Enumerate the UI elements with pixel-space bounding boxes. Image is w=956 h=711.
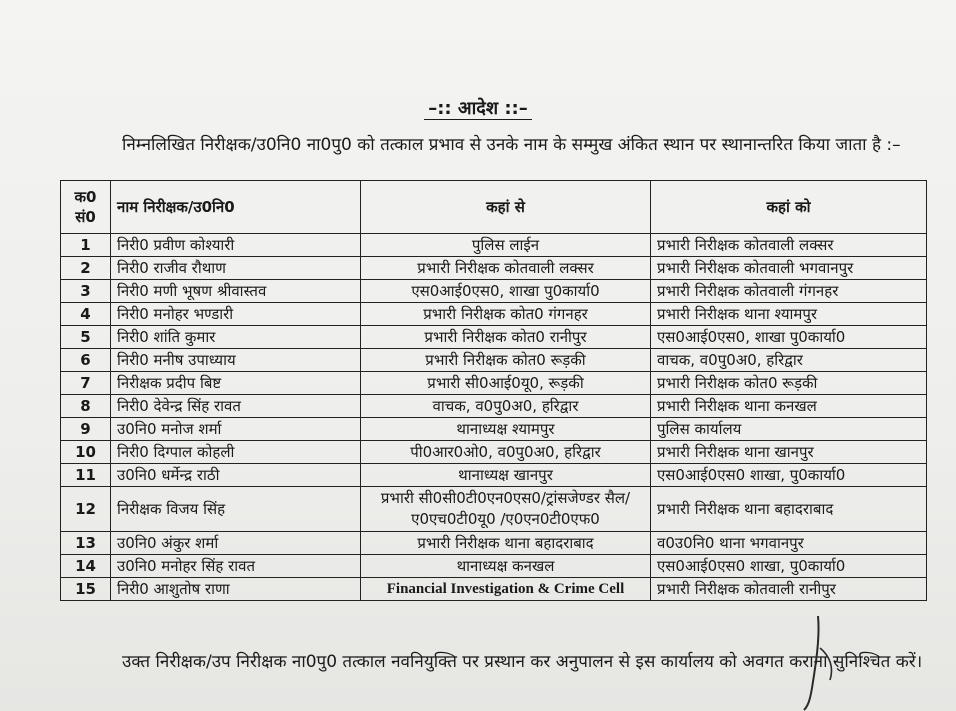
to-cell: एस0आई0एस0 शाखा, पु0कार्या0	[651, 464, 927, 487]
serial-no-cell: 13	[61, 532, 111, 555]
name-cell: उ0नि0 धर्मेन्द्र राठी	[111, 464, 361, 487]
from-cell: Financial Investigation & Crime Cell	[361, 578, 651, 601]
table-row	[61, 280, 927, 303]
from-cell: प्रभारी निरीक्षक कोत0 रूड़की	[361, 349, 651, 372]
serial-no-cell: 11	[61, 464, 111, 487]
serial-no-cell: 8	[61, 395, 111, 418]
table-row	[61, 349, 927, 372]
serial-no-cell: 3	[61, 280, 111, 303]
table-row	[61, 441, 927, 464]
signature-mark	[790, 608, 850, 711]
intro-paragraph: निम्नलिखित निरीक्षक/उ0नि0 ना0पु0 को तत्काल प्रभाव से उनके नाम के सम्मुख अंकित स्थान पर स्थानान्तरित किया जाता है :–	[122, 135, 901, 155]
from-cell: वाचक, व0पु0अ0, हरिद्वार	[361, 395, 651, 418]
table-row	[61, 555, 927, 578]
closing-paragraph: उक्त निरीक्षक/उप निरीक्षक ना0पु0 तत्काल नवनियुक्ति पर प्रस्थान कर अनुपालन से इस कार्यालय को अवगत कराना सुनिश्चित करें।	[122, 652, 923, 672]
to-cell: प्रभारी निरीक्षक थाना कनखल	[651, 395, 927, 418]
serial-no-cell: 14	[61, 555, 111, 578]
to-cell: व0उ0नि0 थाना भगवानपुर	[651, 532, 927, 555]
from-cell: पुलिस लाईन	[361, 234, 651, 257]
to-cell: प्रभारी निरीक्षक कोतवाली गंगनहर	[651, 280, 927, 303]
to-cell: एस0आई0एस0, शाखा पु0कार्या0	[651, 326, 927, 349]
name-cell: निरी0 शांति कुमार	[111, 326, 361, 349]
from-cell: थानाध्यक्ष कनखल	[361, 555, 651, 578]
name-cell: निरीक्षक विजय सिंह	[111, 487, 361, 532]
from-cell: प्रभारी सी0आई0यू0, रूड़की	[361, 372, 651, 395]
table-row	[61, 326, 927, 349]
table-row	[61, 464, 927, 487]
header-name: नाम निरीक्षक/उ0नि0	[111, 181, 361, 234]
header-from: कहां से	[361, 181, 651, 234]
serial-no-cell: 5	[61, 326, 111, 349]
serial-no-cell: 4	[61, 303, 111, 326]
name-cell: निरी0 आशुतोष राणा	[111, 578, 361, 601]
name-cell: निरी0 दिग्पाल कोहली	[111, 441, 361, 464]
to-cell: प्रभारी निरीक्षक थाना खानपुर	[651, 441, 927, 464]
table-row	[61, 487, 927, 532]
table-row	[61, 578, 927, 601]
table-row	[61, 257, 927, 280]
to-cell: प्रभारी निरीक्षक कोतवाली भगवानपुर	[651, 257, 927, 280]
table-row	[61, 372, 927, 395]
serial-no-cell: 12	[61, 487, 111, 532]
from-cell: प्रभारी निरीक्षक कोत0 रानीपुर	[361, 326, 651, 349]
from-cell: पी0आर0ओ0, व0पु0अ0, हरिद्वार	[361, 441, 651, 464]
name-cell: उ0नि0 मनोहर सिंह रावत	[111, 555, 361, 578]
from-cell: प्रभारी निरीक्षक कोत0 गंगनहर	[361, 303, 651, 326]
order-heading	[0, 96, 956, 120]
header-to: कहां को	[651, 181, 927, 234]
to-cell: प्रभारी निरीक्षक कोतवाली लक्सर	[651, 234, 927, 257]
name-cell: निरी0 देवेन्द्र सिंह रावत	[111, 395, 361, 418]
table-header-row	[61, 181, 927, 234]
table-row	[61, 418, 927, 441]
serial-no-cell: 1	[61, 234, 111, 257]
name-cell: निरीक्षक प्रदीप बिष्ट	[111, 372, 361, 395]
name-cell: निरी0 मनोहर भण्डारी	[111, 303, 361, 326]
from-cell: प्रभारी सी0सी0टी0एन0एस0/ट्रांसजेण्डर सैल/ए0एच0टी0यू0 /ए0एन0टी0एफ0	[361, 487, 651, 532]
to-cell: प्रभारी निरीक्षक थाना श्यामपुर	[651, 303, 927, 326]
to-cell: एस0आई0एस0 शाखा, पु0कार्या0	[651, 555, 927, 578]
table-row	[61, 532, 927, 555]
order-heading-text: –:: आदेश ::–	[424, 98, 532, 120]
header-serial-no: क0 सं0	[61, 181, 111, 234]
name-cell: उ0नि0 अंकुर शर्मा	[111, 532, 361, 555]
transfer-table	[60, 180, 927, 601]
table-row	[61, 395, 927, 418]
name-cell: निरी0 प्रवीण कोश्यारी	[111, 234, 361, 257]
to-cell: प्रभारी निरीक्षक कोतवाली रानीपुर	[651, 578, 927, 601]
from-cell: एस0आई0एस0, शाखा पु0कार्या0	[361, 280, 651, 303]
from-cell: प्रभारी निरीक्षक थाना बहादराबाद	[361, 532, 651, 555]
serial-no-cell: 9	[61, 418, 111, 441]
from-cell: थानाध्यक्ष खानपुर	[361, 464, 651, 487]
to-cell: पुलिस कार्यालय	[651, 418, 927, 441]
from-cell: थानाध्यक्ष श्यामपुर	[361, 418, 651, 441]
to-cell: प्रभारी निरीक्षक थाना बहादराबाद	[651, 487, 927, 532]
serial-no-cell: 10	[61, 441, 111, 464]
name-cell: निरी0 मनीष उपाध्याय	[111, 349, 361, 372]
name-cell: उ0नि0 मनोज शर्मा	[111, 418, 361, 441]
serial-no-cell: 6	[61, 349, 111, 372]
serial-no-cell: 7	[61, 372, 111, 395]
to-cell: प्रभारी निरीक्षक कोत0 रूड़की	[651, 372, 927, 395]
from-cell: प्रभारी निरीक्षक कोतवाली लक्सर	[361, 257, 651, 280]
serial-no-cell: 2	[61, 257, 111, 280]
table-row	[61, 303, 927, 326]
name-cell: निरी0 मणी भूषण श्रीवास्तव	[111, 280, 361, 303]
table-row	[61, 234, 927, 257]
name-cell: निरी0 राजीव रौथाण	[111, 257, 361, 280]
serial-no-cell: 15	[61, 578, 111, 601]
to-cell: वाचक, व0पु0अ0, हरिद्वार	[651, 349, 927, 372]
